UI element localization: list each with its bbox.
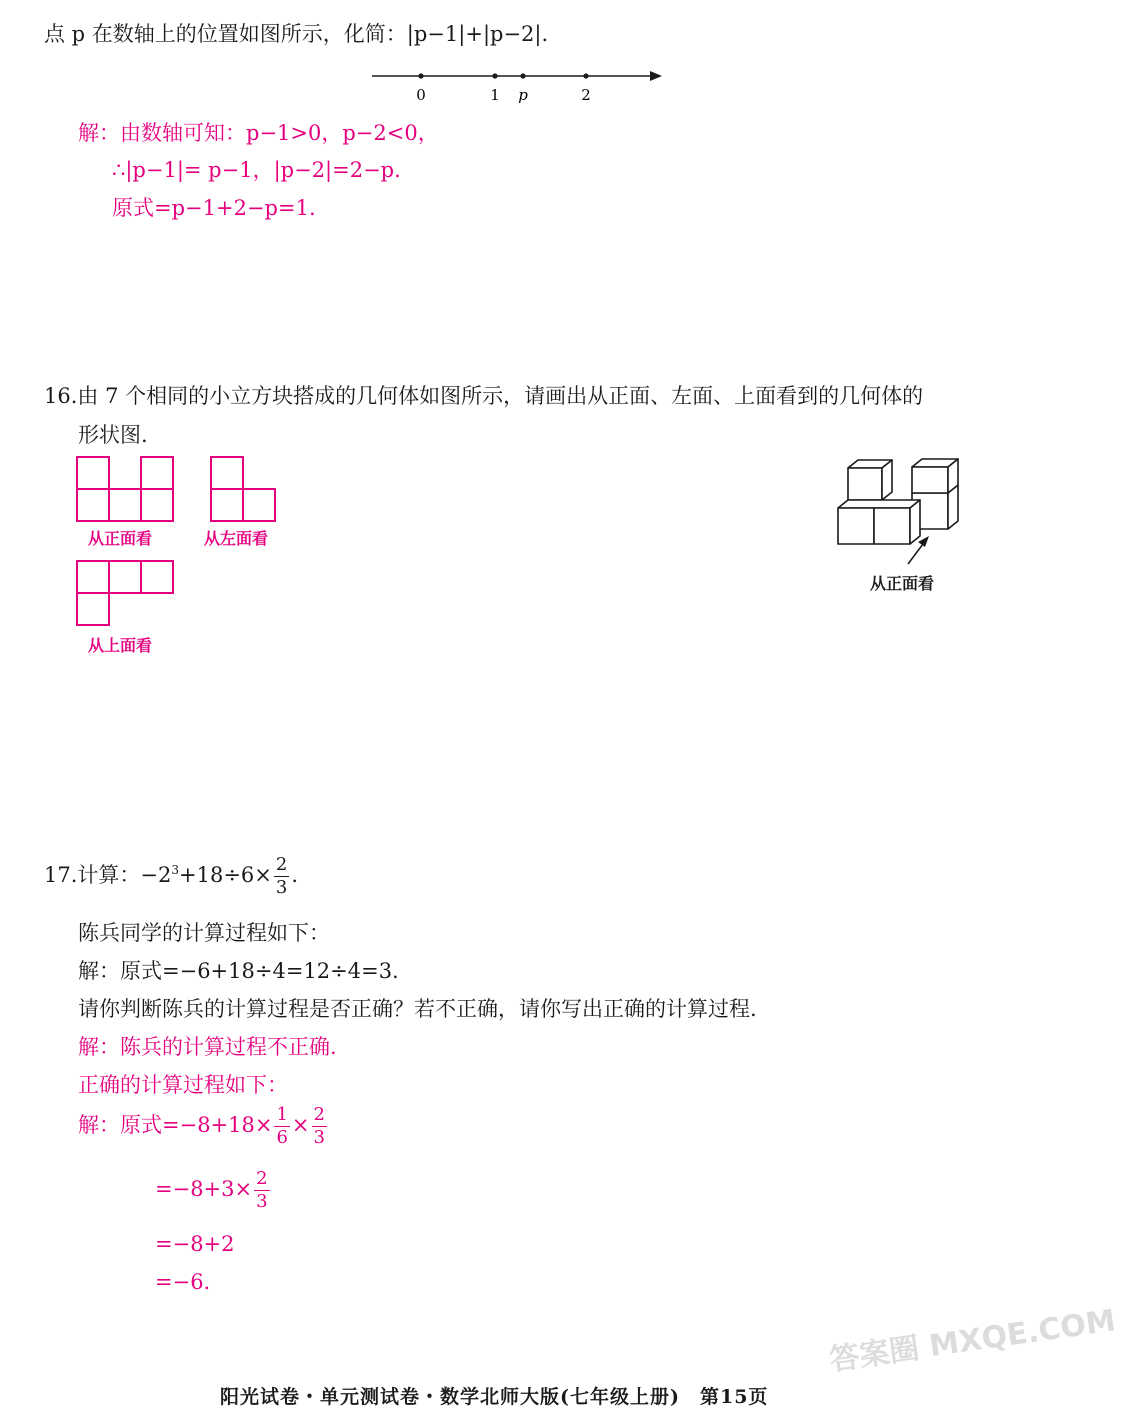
top-view-label: 从上面看 [88,636,153,655]
q16-text-line1: 16.由 7 个相同的小立方块搭成的几何体如图所示，请画出从正面、左面、上面看到的几何体的 [44,384,924,408]
tick-label-0: 0 [416,86,426,104]
cube-solid-drawing [836,452,966,572]
front-view-drawing [76,456,174,522]
axis-arrow-icon [650,71,662,81]
q17-answer-line1: 解：陈兵的计算过程不正确. [78,1035,337,1059]
number-line [370,64,670,108]
q17-answer-step3: =−8+2 [155,1232,235,1256]
q17-answer-step1: 解：原式=−8+18× $\frac{1}{6}$ × $\frac{2}{3}$ [78,1104,325,1148]
q16-text-line2: 形状图. [78,423,148,447]
top-view-drawing [76,560,174,626]
left-view-drawing [210,456,276,522]
q17-answer-step4: =−6. [155,1270,211,1294]
q15-answer-line3: 原式=p−1+2−p=1. [112,196,316,220]
watermark-logo: 答案圈 MXQE.COM [827,1303,1118,1379]
page-footer: 阳光试卷・单元测试卷・数学北师大版(七年级上册) 第15页 [220,1386,769,1408]
q15-answer-line2: ∴|p−1|= p−1，|p−2|=2−p. [112,158,401,182]
q17-line1: 陈兵同学的计算过程如下： [78,921,330,945]
q17-answer-line2: 正确的计算过程如下： [78,1073,288,1097]
q15-answer-line1: 解：由数轴可知：p−1>0，p−2<0， [78,121,439,145]
tick-label-1: 1 [490,86,500,104]
tick-label-2: 2 [581,86,591,104]
front-view-label: 从正面看 [88,529,153,548]
tick-label-p: p [518,86,528,104]
q17-line2: 解：原式=−6+18÷4=12÷4=3. [78,959,399,983]
q17-text: 17.计算：$-2^3+18\div 6\times$ $\frac{2}{3}$ . [44,854,299,898]
left-view-label: 从左面看 [204,529,269,548]
q17-line3: 请你判断陈兵的计算过程是否正确？若不正确，请你写出正确的计算过程. [78,997,757,1021]
q15-text: 点 p 在数轴上的位置如图所示，化简：|p−1|+|p−2|. [44,22,549,46]
solid-front-label: 从正面看 [870,574,935,593]
q17-answer-step2: =−8+3× $\frac{2}{3}$ [155,1168,268,1212]
